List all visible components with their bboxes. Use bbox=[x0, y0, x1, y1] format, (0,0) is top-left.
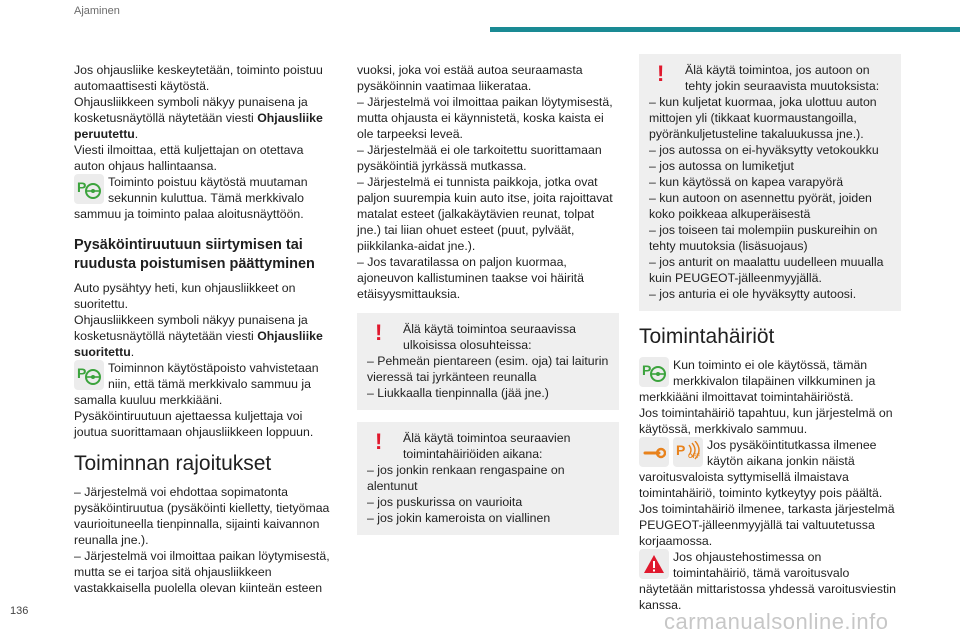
bold-text: Ohjausliike suoritettu bbox=[74, 329, 323, 359]
paragraph: – Järjestelmä voi ilmoittaa paikan löytymisestä, mutta se ei tarjoa sitä ohjausliikkeen vastakkaisella puolella olevan kiinteän esteen bbox=[74, 549, 330, 595]
section-heading-large: Toimintahäiriöt bbox=[639, 325, 775, 348]
park-assist-steering-icon bbox=[74, 174, 104, 204]
list-item: – jos autossa on lumiketjut bbox=[649, 159, 794, 173]
text: Ohjausliikkeen symboli näkyy punaisena ja kosketusnäytöllä näytetään viesti bbox=[74, 95, 308, 125]
list-item: – kun kuljetat kuormaa, joka ulottuu auton mittojen yli (tikkaat kuormaustangoilla, pyöränkuljetusteline takaluukussa jne.). bbox=[649, 95, 877, 141]
icon-paragraph bbox=[639, 437, 901, 501]
warning-heading: Älä käytä toimintoa seuraavissa ulkoisissa olosuhteissa: bbox=[403, 322, 576, 352]
icon-paragraph bbox=[74, 360, 336, 408]
paragraph bbox=[74, 94, 336, 142]
warning-box bbox=[357, 313, 619, 410]
list-item: – jos anturit on maalattu uudelleen muualla kuin PEUGEOT-jälleenmyyjällä. bbox=[649, 255, 884, 285]
icon-paragraph bbox=[639, 549, 901, 613]
header-accent-bar bbox=[490, 27, 960, 32]
paragraph-text: Jos ohjaustehostimessa on toimintahäiriö, tämä varoitusvalo näytetään mittaristossa yhdessä varoitusviestin kanssa. bbox=[639, 550, 896, 612]
list-item: – jos toiseen tai molempiin puskureihin on tehty muutoksia (lisäsuojaus) bbox=[649, 223, 878, 253]
warning-heading: Älä käytä toimintoa seuraavien toimintahäiriöiden aikana: bbox=[403, 431, 571, 461]
list-item: – Pehmeän pientareen (esim. oja) tai laiturin vieressä tai jyrkänteen reunalla bbox=[367, 354, 609, 384]
watermark: carmanualsonline.info bbox=[664, 609, 889, 634]
warning-box bbox=[639, 54, 901, 311]
svg-text:P: P bbox=[642, 362, 652, 378]
paragraph: – Järjestelmää ei ole tarkoitettu suorittamaan pysäköintiä jyrkässä mutkassa. bbox=[357, 143, 602, 173]
park-assist-steering-icon bbox=[74, 360, 104, 390]
paragraph: vuoksi, joka voi estää autoa seuraamasta pysäköinnin vaatimaa liikerataa. bbox=[357, 63, 583, 93]
section-heading: Pysäköintiruutuun siirtymisen tai ruudusta poistumisen päättyminen bbox=[74, 237, 315, 272]
paragraph: Pysäköintiruutuun ajettaessa kuljettaja voi joutua suorittamaan ohjausliikkeen loppuun. bbox=[74, 409, 314, 439]
off-label: OFF bbox=[688, 454, 700, 460]
paragraph-text: Jos pysäköintitutkassa ilmenee käytön aikana jonkin näistä varoitusvaloista syttymisellä ilmaistava toimintahäiriö, toiminto kytkeytyy pois päältä. bbox=[639, 438, 883, 500]
warning-heading: Älä käytä toimintoa, jos autoon on tehty jokin seuraavista muutoksista: bbox=[685, 63, 880, 93]
park-sensor-off-icon bbox=[673, 437, 703, 467]
warning-exclamation-icon: ! bbox=[375, 321, 383, 345]
icon-paragraph bbox=[639, 357, 901, 405]
section-title: Ajaminen bbox=[74, 5, 120, 17]
list-item: – jos autossa on ei-hyväksytty vetokoukku bbox=[649, 143, 879, 157]
paragraph-text: Toiminnon käytöstäpoisto vahvistetaan niin, että tämä merkkivalo sammuu ja samalla kuuluu merkkiääni. bbox=[74, 361, 319, 407]
wrench-icon bbox=[639, 437, 669, 467]
bold-text: Ohjausliike peruutettu bbox=[74, 111, 323, 141]
warning-exclamation-icon: ! bbox=[657, 62, 665, 86]
text: . bbox=[134, 127, 139, 141]
icon-paragraph bbox=[74, 174, 336, 222]
text: Ohjausliikkeen symboli näkyy punaisena ja kosketusnäytöllä näytetään viesti bbox=[74, 313, 308, 343]
list-item: – kun autoon on asennettu pyörät, joiden koko poikkeaa alkuperäisestä bbox=[649, 191, 872, 221]
paragraph bbox=[74, 312, 336, 360]
paragraph: Jos toimintahäiriö tapahtuu, kun järjestelmä on käytössä, merkkivalo sammuu. bbox=[639, 406, 893, 436]
paragraph: – Järjestelmä ei tunnista paikkoja, jotka ovat paljon suurempia kuin auto itse, joita rajoittavat matalat esteet (jalkakäytävien reunat, tolpat jne.) tai liian ohuet esteet (puut, pylväät, piikkilanka-aidat jne.). bbox=[357, 175, 613, 253]
list-item: – jos puskurissa on vaurioita bbox=[367, 495, 523, 509]
list-item: – kun käytössä on kapea varapyörä bbox=[649, 175, 844, 189]
column-2 bbox=[357, 62, 619, 547]
paragraph: – Järjestelmä voi ehdottaa sopimatonta pysäköintiruutua (pysäköinti kielletty, tietyömaa vaurioituneella tienpinnalla, sijainti kaivannon reunalla jne.). bbox=[74, 485, 330, 547]
warning-exclamation-icon: ! bbox=[375, 430, 383, 454]
list-item: – jos jokin kameroista on viallinen bbox=[367, 511, 551, 525]
steering-warning-icon bbox=[639, 549, 669, 579]
paragraph: – Jos tavaratilassa on paljon kuormaa, ajoneuvon kallistuminen taakse voi häiritä etäisyysmittauksia. bbox=[357, 255, 584, 301]
paragraph: Jos toimintahäiriö ilmenee, tarkasta järjestelmä PEUGEOT-jälleenmyyjällä tai valtuutetussa korjaamossa. bbox=[639, 502, 895, 548]
paragraph: – Järjestelmä voi ilmoittaa paikan löytymisestä, mutta ohjausta ei käynnistetä, koska kaista ei ole tarpeeksi leveä. bbox=[357, 95, 613, 141]
column-1 bbox=[74, 62, 336, 596]
park-assist-steering-icon bbox=[639, 357, 669, 387]
page-number: 136 bbox=[10, 605, 29, 617]
svg-text:P: P bbox=[676, 442, 686, 458]
paragraph: Viesti ilmoittaa, että kuljettajan on otettava auton ohjaus hallintaansa. bbox=[74, 143, 304, 173]
list-item: – Liukkaalla tienpinnalla (jää jne.) bbox=[367, 386, 549, 400]
list-item: – jos anturia ei ole hyväksytty autoosi. bbox=[649, 287, 857, 301]
section-heading-large: Toiminnan rajoitukset bbox=[74, 452, 272, 475]
paragraph: Auto pysähtyy heti, kun ohjausliikkeet on suoritettu. bbox=[74, 281, 296, 311]
svg-text:P: P bbox=[77, 179, 87, 195]
svg-text:P: P bbox=[77, 365, 87, 381]
paragraph-text: Toiminto poistuu käytöstä muutaman sekunnin kuluttua. Tämä merkkivalo sammuu ja toiminto palaa aloitusnäyttöön. bbox=[74, 175, 308, 221]
warning-box bbox=[357, 422, 619, 535]
paragraph: Jos ohjausliike keskeytetään, toiminto poistuu automaattisesti käytöstä. bbox=[74, 63, 323, 93]
column-3 bbox=[639, 54, 901, 613]
list-item: – jos jonkin renkaan rengaspaine on alentunut bbox=[367, 463, 565, 493]
text: . bbox=[130, 345, 135, 359]
paragraph-text: Kun toiminto ei ole käytössä, tämän merkkivalon tilapäinen vilkkuminen ja merkkiääni ilmoittavat toimintahäiriöstä. bbox=[639, 358, 876, 404]
